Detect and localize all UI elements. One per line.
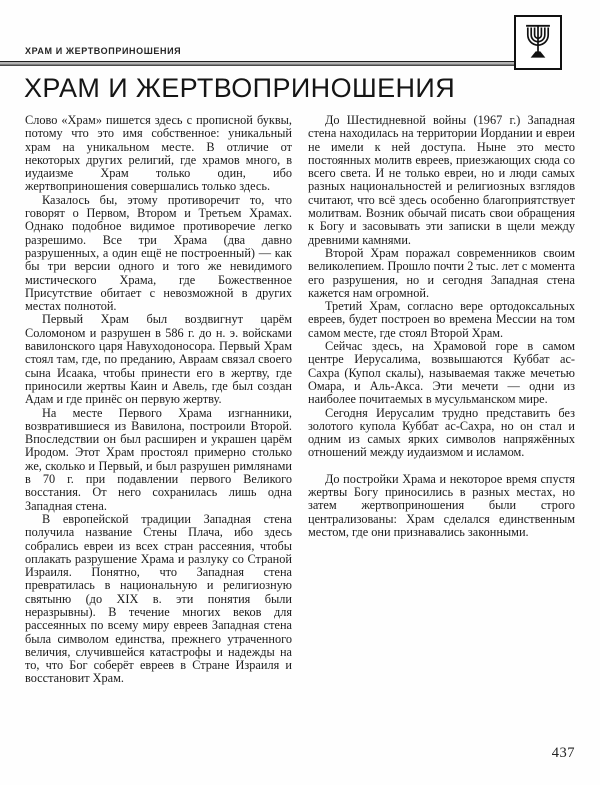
paragraph: На месте Первого Храма изгнанники, возвратившиеся из Вавилона, построили Второй. Впоследствии он был расширен и украшен царём Иродом. Этот Храм простоял примерно столько же, сколько и Первый, и был разрушен римлянами в 70 г. при подавлении первого Великого восстания. От него сохранилась лишь одна Западная стена. <box>25 405 292 513</box>
running-head: ХРАМ И ЖЕРТВОПРИНОШЕНИЯ <box>25 46 182 56</box>
paragraph: Сегодня Иерусалим трудно представить без золотого купола Куббат ас-Сахра, но он стал и одним из самых ярких символов напряжённых отношений между иудаизмом и исламом. <box>308 405 575 460</box>
paragraph: Казалось бы, этому противоречит то, что говорят о Первом, Втором и Третьем Храмах. Однако подобное видимое противоречие легко разрешимо. Все три Храма (два давно разрушенных, а один ещё не построенный) — как бы три версии одного и того же невидимого мистического Храма, где Божественное Присутствие обитает с невозможной в других местах полнотой. <box>25 192 292 314</box>
paragraph: В европейской традиции Западная стена получила название Стены Плача, ибо здесь собрались евреи из всех стран рассеяния, чтобы оплакать разрушение Храма и разлуку со Страной Израиля. Понятно, что Западная стена превратилась в национальную и религиозную святыню (до XIX в. эти понятия были неразрывны). В течение многих веков для рассеянных по всему миру евреев Западная стена была символом единства, прежнего утраченного величия, случившейся катастрофы и надежды на то, что Бог соберёт евреев в Стране Израиля и восстановит Храм. <box>25 511 292 686</box>
paragraph: Первый Храм был воздвигнут царём Соломоном и разрушен в 586 г. до н. э. войсками вавилонского царя Навуходоносора. Первый Храм стоял там, где, по преданию, Авраам связал своего сына Исаака, чтобы принести его в жертву, где приносили жертвы Каин и Авель, где был создан Адам и где принёс он первую жертву. <box>25 312 292 407</box>
paragraph: Слово «Храм» пишется здесь с прописной буквы, потому что это имя собственное: уникальный храм на уникальном месте. В отличие от некоторых других религий, где храмов много, в иудаизме Храм только один, ибо жертвоприношения совершались только здесь. <box>25 113 292 194</box>
paragraph: До Шестидневной войны (1967 г.) Западная стена находилась на территории Иордании и евреи не имели к ней доступа. Ныне это место постоянных молитв евреев, приезжающих сюда со всего света. И не только евреи, но и люди самых разных национальностей и религиозных взглядов считают, что всё здесь особенно благоприятствует молитвам. Возник обычай писать свои обращения к Богу и засовывать эти записки в щели между древними камнями. <box>308 113 575 247</box>
paragraph: Второй Храм поражал современников своим великолепием. Прошло почти 2 тыс. лет с момента его разрушения, но и сегодня Западная стена кажется нам огромной. <box>308 245 575 300</box>
menorah-icon <box>521 18 555 67</box>
paragraph: Третий Храм, согласно вере ортодоксальных евреев, будет построен во времена Мессии на том самом месте, где стоял Второй Храм. <box>308 299 575 340</box>
header-rule <box>0 61 541 66</box>
paragraph: Сейчас здесь, на Храмовой горе в самом центре Иерусалима, возвышаются Куббат ас-Сахра (Купол скалы), называемая также мечетью Омара, и Аль-Акса. Эти мечети — одни из наиболее почитаемых в мусульманском мире. <box>308 339 575 407</box>
chapter-icon-box <box>514 15 562 70</box>
article-body <box>25 114 575 711</box>
page-number: 437 <box>551 745 575 761</box>
paragraph: До постройки Храма и некоторое время спустя жертвы Богу приносились в разных местах, но затем жертвоприношения были строго централизованы: Храм сделался единственным местом, где они признавались законными. <box>308 471 575 539</box>
page-title: ХРАМ И ЖЕРТВОПРИНОШЕНИЯ <box>24 73 456 103</box>
